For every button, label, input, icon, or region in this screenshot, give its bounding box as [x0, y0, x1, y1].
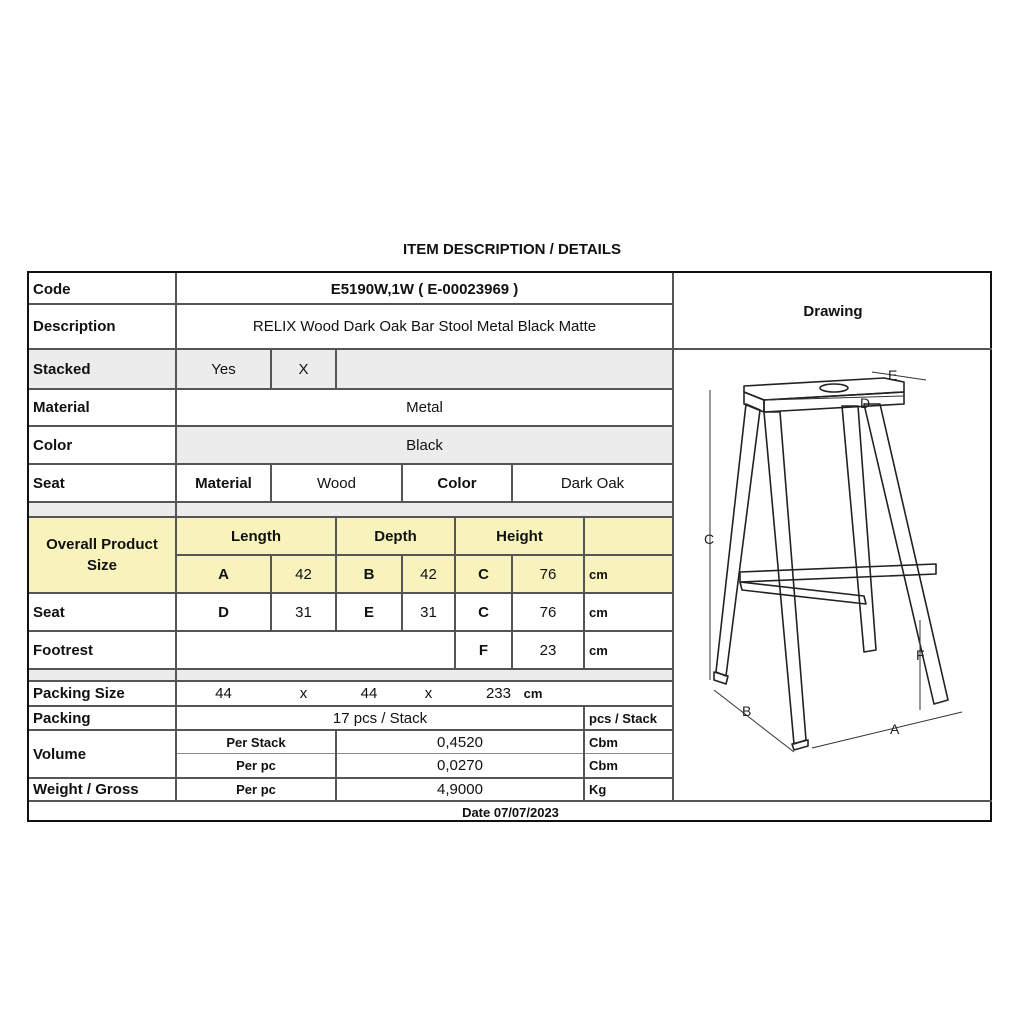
grid-line [29, 501, 672, 503]
dim-e-value: 31 [420, 603, 437, 621]
dim-d-value: 31 [295, 603, 312, 621]
dim-a-label: A [218, 565, 229, 583]
bar-stool-drawing [704, 360, 964, 760]
weight-per-pc-label: Per pc [236, 782, 276, 797]
seat-color-value: Dark Oak [560, 474, 625, 492]
back-right-leg [842, 406, 876, 652]
front-left-leg [764, 412, 806, 744]
weight-unit: Kg [589, 782, 607, 797]
depth-header: Depth [374, 527, 417, 545]
volume-per-stack-value: 0,4520 [437, 733, 483, 751]
footrest-label: Footrest [33, 641, 93, 659]
drawing-label-c: C [704, 531, 715, 547]
stacked-mark: X [298, 360, 309, 378]
volume-per-pc-label: Per pc [236, 758, 276, 773]
footrest-front [740, 564, 936, 582]
overall-size-label: Overall Product Size [46, 536, 158, 574]
dim-a-value: 42 [295, 565, 312, 583]
height-header: Height [496, 527, 543, 545]
packing-label: Packing [33, 709, 91, 727]
seat-material-label: Material [195, 474, 252, 492]
packing-unit: pcs / Stack [589, 710, 657, 726]
dim-c-value: 76 [539, 565, 557, 583]
packing-size-label: Packing Size [33, 685, 125, 702]
weight-value: 4,9000 [437, 781, 483, 798]
spacer-row-bg [29, 502, 672, 517]
dim-f-label: F [478, 641, 489, 659]
seat-front [764, 392, 904, 412]
color-label: Color [33, 436, 73, 454]
grid-line [29, 668, 672, 670]
volume-per-stack-label: Per Stack [226, 734, 286, 750]
stacked-yes: Yes [211, 360, 236, 378]
packing-length: 44 [215, 685, 232, 702]
seat-handle-hole [820, 384, 848, 392]
seat-side [744, 392, 764, 412]
drawing-label-a: A [890, 721, 900, 737]
dim-line-b [714, 690, 794, 752]
volume-label: Volume [33, 745, 87, 763]
length-header: Length [231, 527, 281, 545]
seat-dim-unit: cm [589, 604, 608, 620]
packing-width: 44 [360, 685, 378, 702]
dim-f-value: 23 [539, 641, 557, 659]
seat-label: Seat [33, 474, 65, 492]
volume-per-pc-value: 0,0270 [437, 757, 483, 774]
packing-x1: x [299, 685, 308, 702]
drawing-label-e: E [888, 367, 898, 383]
dim-b-label: B [363, 565, 375, 583]
packing-x2: x [424, 685, 433, 702]
back-left-leg [716, 404, 760, 676]
volume-per-stack-unit: Cbm [589, 734, 618, 750]
description-label: Description [33, 318, 116, 335]
grid-line [335, 349, 337, 389]
dim-e-label: E [363, 603, 374, 621]
dim-line-a [812, 712, 962, 748]
drawing-label-f: F [916, 647, 925, 663]
seat-dims-label: Seat [33, 603, 65, 621]
packing-value: 17 pcs / Stack [332, 709, 428, 727]
weight-label: Weight / Gross [33, 781, 139, 798]
date-footer: Date 07/07/2023 [462, 804, 559, 820]
color-value: Black [406, 436, 443, 454]
drawing-label-d: D [860, 395, 871, 411]
front-right-leg [864, 404, 948, 704]
code-value: E5190W,1W ( E-00023969 ) [330, 280, 519, 298]
seat-color-label: Color [437, 474, 477, 492]
drawing-label-b: B [742, 703, 752, 719]
packing-size-unit: cm [523, 686, 543, 701]
page-title: ITEM DESCRIPTION / DETAILS [402, 241, 622, 258]
dim-unit: cm [589, 566, 608, 582]
dim-b-value: 42 [420, 565, 437, 583]
description-value: RELIX Wood Dark Oak Bar Stool Metal Black Matte [252, 318, 597, 335]
packing-height: 233 [485, 685, 511, 702]
stacked-label: Stacked [33, 360, 91, 378]
material-value: Metal [406, 399, 443, 416]
seat-dim-c-value: 76 [539, 603, 557, 621]
dim-d-label: D [218, 603, 229, 621]
dim-c-label: C [478, 565, 489, 583]
drawing-label: Drawing [803, 303, 863, 320]
grid-line [672, 273, 674, 800]
material-label: Material [33, 399, 90, 416]
footrest-side [740, 582, 866, 604]
code-label: Code [33, 280, 71, 298]
seat-dim-c-label: C [478, 603, 489, 621]
footrest-unit: cm [589, 642, 608, 658]
seat-material-value: Wood [317, 474, 356, 492]
volume-per-pc-unit: Cbm [589, 758, 618, 773]
